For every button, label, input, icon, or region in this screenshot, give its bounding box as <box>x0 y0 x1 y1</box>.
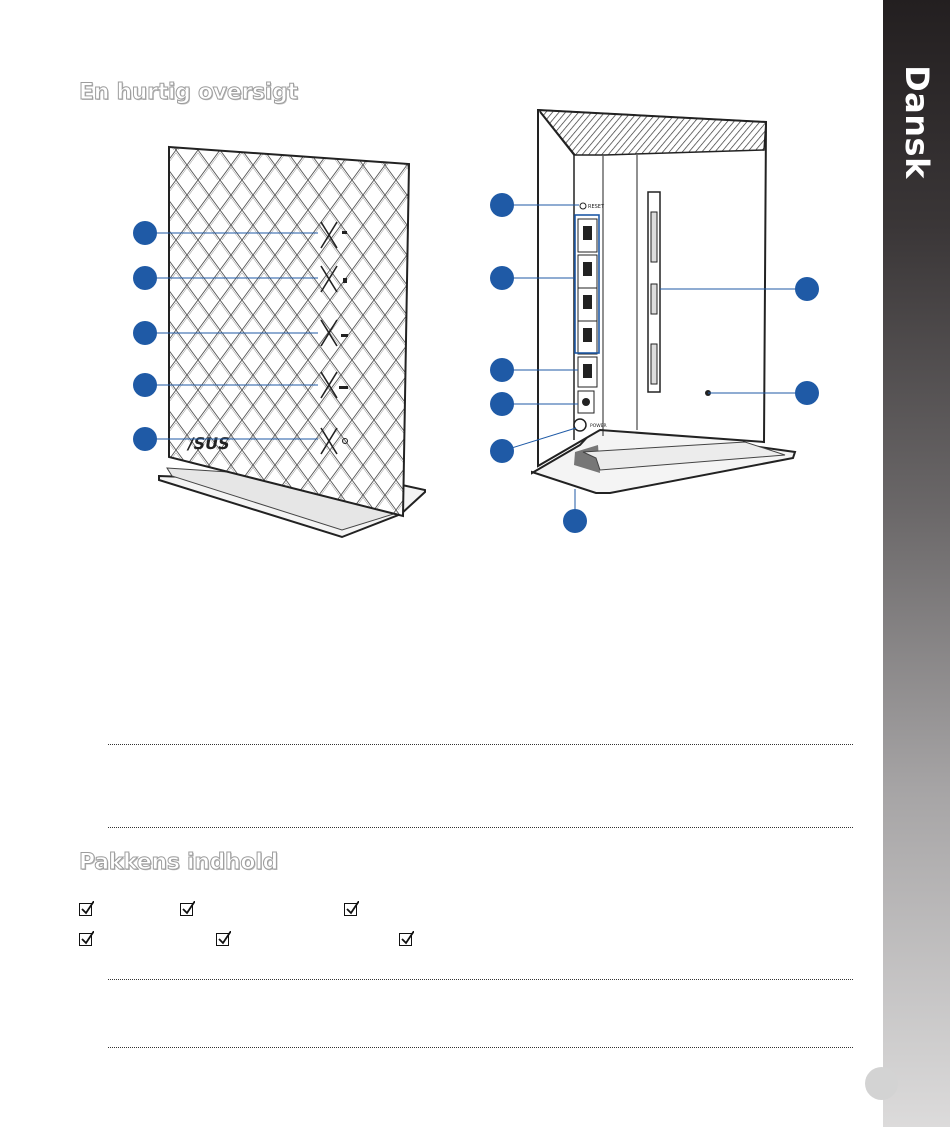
back-callout-3 <box>490 358 514 382</box>
note-rule-top-1 <box>108 744 853 745</box>
front-callout-3 <box>133 321 157 345</box>
checkbox-item-1 <box>79 903 92 916</box>
router-back-view <box>532 110 795 493</box>
front-callout-2 <box>133 266 157 290</box>
reset-label: RESET <box>588 204 605 210</box>
back-callout-1 <box>490 193 514 217</box>
front-callout-4 <box>133 373 157 397</box>
checkbox-item-6 <box>399 933 412 946</box>
back-callout-2 <box>490 266 514 290</box>
router-diagram <box>0 0 880 560</box>
front-callout-5 <box>133 427 157 451</box>
back-callout-4 <box>490 392 514 416</box>
contents-heading: Pakkens indhold <box>79 850 278 875</box>
checkbox-item-4 <box>79 933 92 946</box>
svg-text:/SUS: /SUS <box>186 434 232 453</box>
checkbox-item-3 <box>344 903 357 916</box>
router-front-view <box>159 147 425 537</box>
side-tab-label: Dansk <box>898 65 936 179</box>
page-number-circle <box>865 1067 898 1100</box>
note-rule-bottom-1 <box>108 827 853 828</box>
power-label: POWER <box>590 424 607 429</box>
overview-heading: En hurtig oversigt <box>79 80 298 105</box>
note-rule-bottom-2 <box>108 1047 853 1048</box>
back-callout-8 <box>795 381 819 405</box>
checkbox-item-2 <box>180 903 193 916</box>
note-rule-top-2 <box>108 979 853 980</box>
front-callout-1 <box>133 221 157 245</box>
back-callout-7 <box>795 277 819 301</box>
back-callout-5 <box>490 439 514 463</box>
checkbox-item-5 <box>216 933 229 946</box>
back-callout-6 <box>563 509 587 533</box>
